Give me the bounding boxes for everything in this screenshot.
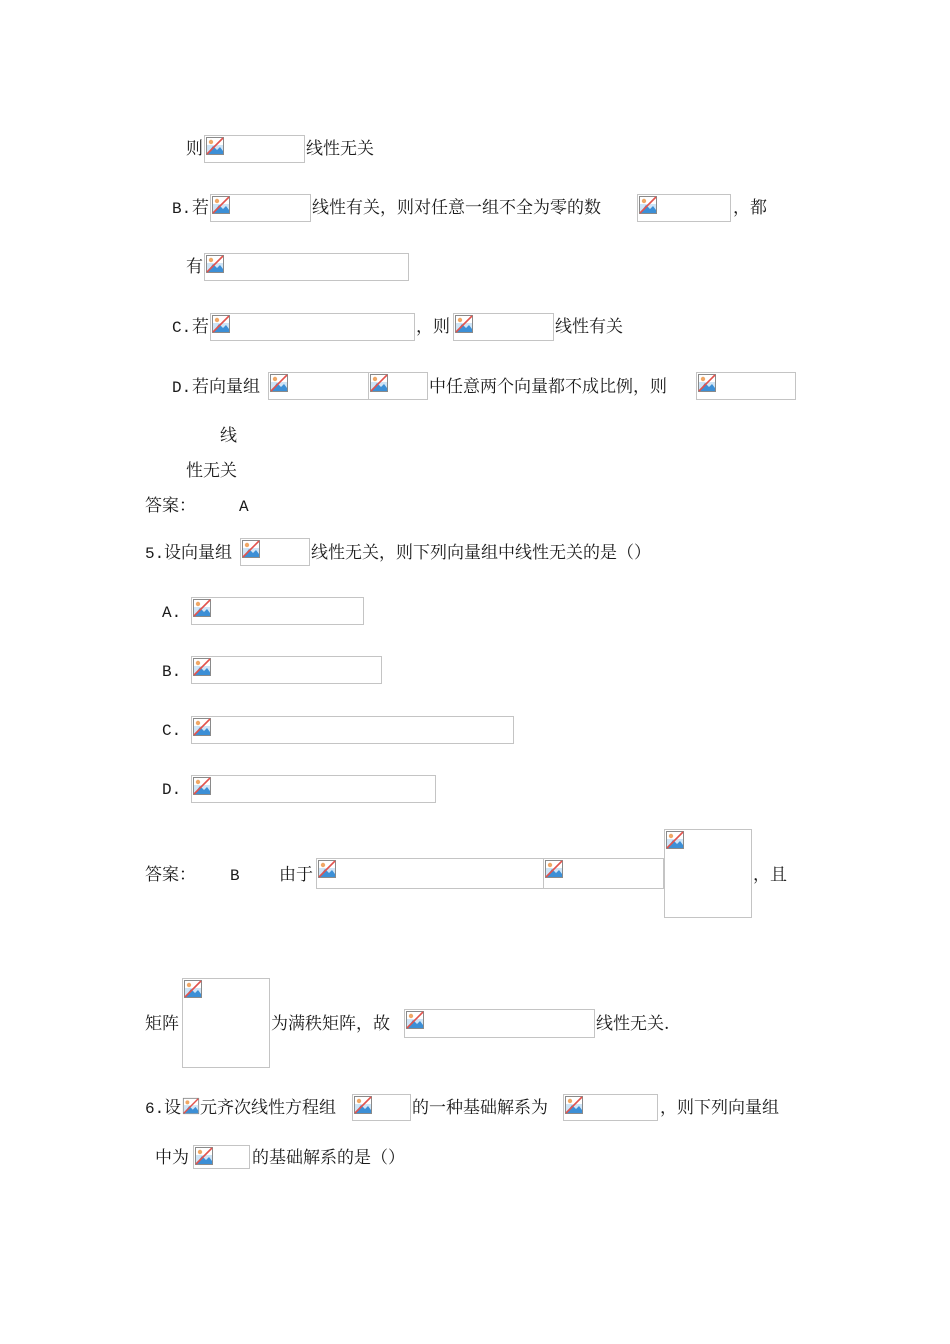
formula-image <box>453 313 554 341</box>
formula-image <box>182 1097 200 1117</box>
broken-image-icon <box>353 1095 373 1115</box>
matrix-image <box>664 829 752 918</box>
answer-5-youyu: 由于 <box>279 865 313 885</box>
broken-image-icon <box>405 1010 425 1030</box>
formula-image <box>191 656 382 684</box>
broken-image-icon <box>269 373 289 393</box>
broken-image-icon <box>665 830 685 850</box>
q4b-ruo: 若 <box>192 198 209 218</box>
broken-image-icon <box>369 373 389 393</box>
q4d-xian: 线 <box>220 426 237 446</box>
q4a-tail: 线性无关 <box>306 139 374 159</box>
option-c-label: C. <box>162 722 182 740</box>
q4d-text: 中任意两个向量都不成比例，则 <box>429 377 667 397</box>
answer-value: B <box>230 867 240 885</box>
formula-image <box>316 858 544 889</box>
broken-image-icon <box>205 254 225 274</box>
q4d-tail: 性无关 <box>186 461 237 481</box>
broken-image-icon <box>182 1097 200 1115</box>
matrix-image <box>182 978 270 1068</box>
question-6-end: ，则下列向量组 <box>660 1098 779 1118</box>
question-6-text: 元齐次线性方程组 <box>200 1098 336 1118</box>
formula-image <box>696 372 796 400</box>
broken-image-icon <box>211 195 231 215</box>
question-6-she: 设 <box>164 1098 181 1118</box>
q4d-lead: 若向量组 <box>192 377 260 397</box>
formula-image <box>368 372 428 400</box>
q4b-you: 有 <box>186 257 203 277</box>
option-b-label: B. <box>172 200 192 218</box>
option-a-label: A. <box>162 604 182 622</box>
broken-image-icon <box>454 314 474 334</box>
answer-5-qie: ，且 <box>753 865 787 885</box>
option-b-label: B. <box>162 663 182 681</box>
broken-image-icon <box>183 979 203 999</box>
answer-label: 答案： <box>145 865 196 885</box>
answer-5-tail: 线性无关. <box>596 1014 670 1034</box>
formula-image <box>352 1094 411 1121</box>
formula-image <box>268 372 369 400</box>
broken-image-icon <box>192 598 212 618</box>
broken-image-icon <box>317 859 337 879</box>
broken-image-icon <box>192 717 212 737</box>
q4c-tail: 线性有关 <box>555 317 623 337</box>
broken-image-icon <box>205 136 225 156</box>
option-d-label: D. <box>162 781 182 799</box>
formula-image <box>404 1009 595 1038</box>
formula-image <box>563 1094 658 1121</box>
q4c-ruo: 若 <box>192 317 209 337</box>
q4c-mid: ，则 <box>416 317 450 337</box>
question-6-number: 6. <box>145 1100 165 1118</box>
answer-5-juzhen: 矩阵 <box>145 1014 179 1034</box>
broken-image-icon <box>192 657 212 677</box>
broken-image-icon <box>194 1146 214 1166</box>
broken-image-icon <box>544 859 564 879</box>
q4a-continuation: 则 <box>186 139 203 159</box>
question-5-number: 5. <box>145 545 165 563</box>
formula-image <box>191 716 514 744</box>
answer-label: 答案： <box>145 496 196 516</box>
question-6-tail: 的基础解系的是（） <box>252 1148 405 1168</box>
formula-image <box>204 135 305 163</box>
answer-value: A <box>239 498 249 516</box>
question-5-text: 线性无关，则下列向量组中线性无关的是（） <box>311 543 651 563</box>
question-6-text-2: 的一种基础解系为 <box>412 1098 548 1118</box>
q4b-text: 线性有关，则对任意一组不全为零的数 <box>312 198 601 218</box>
question-5-lead: 设向量组 <box>164 543 232 563</box>
formula-image <box>191 775 436 803</box>
broken-image-icon <box>697 373 717 393</box>
broken-image-icon <box>638 195 658 215</box>
formula-image <box>543 858 664 889</box>
broken-image-icon <box>192 776 212 796</box>
formula-image <box>191 597 364 625</box>
broken-image-icon <box>211 314 231 334</box>
formula-image <box>637 194 731 222</box>
formula-image <box>193 1145 250 1169</box>
formula-image <box>210 194 311 222</box>
answer-5-manzhi: 为满秩矩阵，故 <box>271 1014 390 1034</box>
broken-image-icon <box>241 539 261 559</box>
formula-image <box>240 538 310 566</box>
question-6-zhong: 中为 <box>155 1148 189 1168</box>
option-c-label: C. <box>172 319 192 337</box>
broken-image-icon <box>564 1095 584 1115</box>
formula-image <box>210 313 415 341</box>
q4b-end: ，都 <box>733 198 767 218</box>
option-d-label: D. <box>172 379 192 397</box>
formula-image <box>204 253 409 281</box>
